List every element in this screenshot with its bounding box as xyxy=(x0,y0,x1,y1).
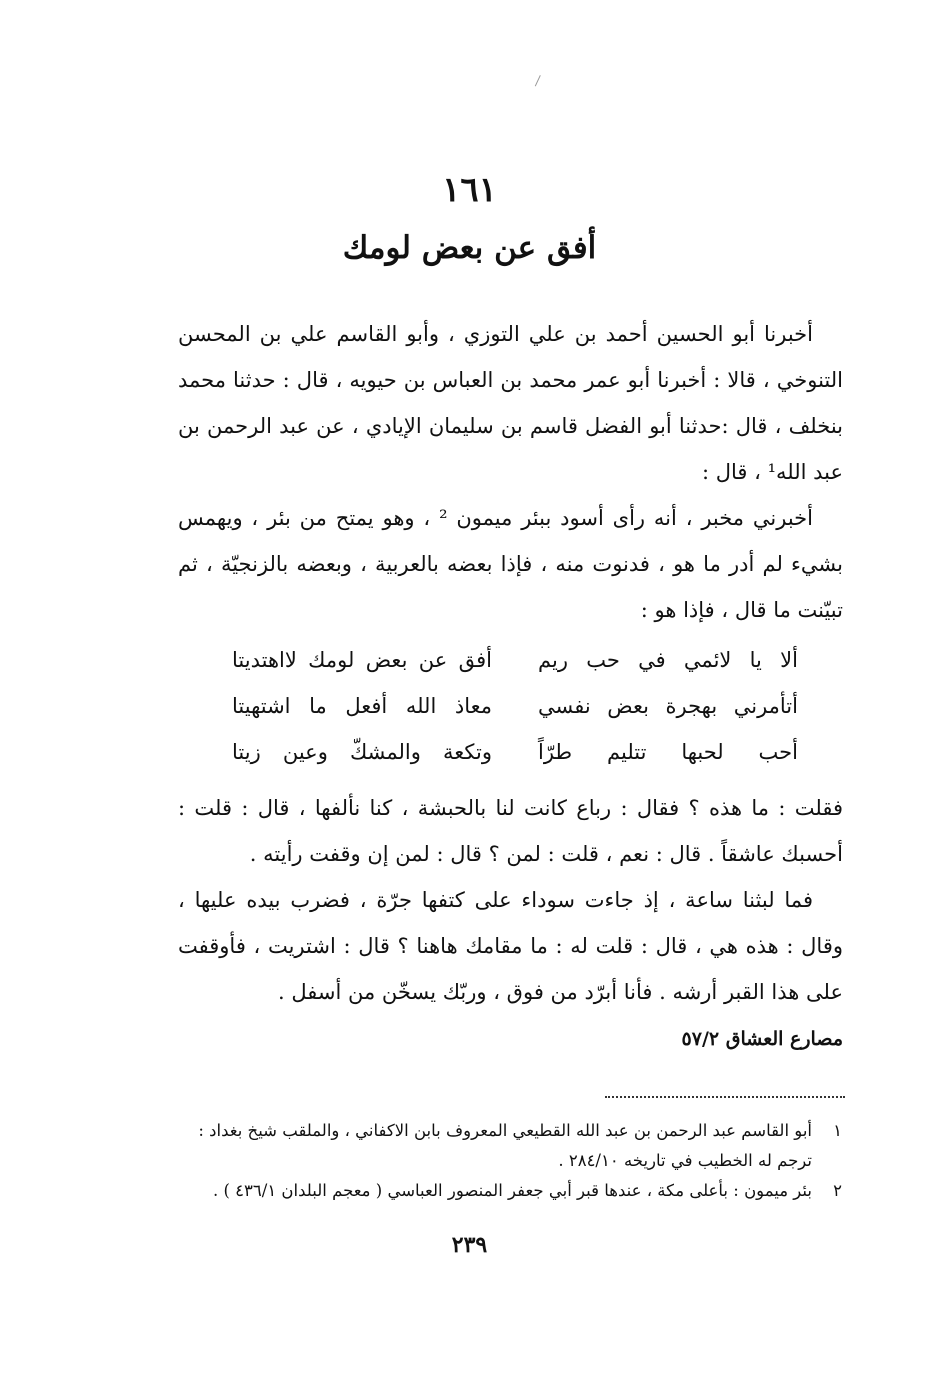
footnote-1 xyxy=(176,1116,842,1176)
footnote-number: ١ xyxy=(833,1121,842,1140)
verse-second-hemistich: أفق عن بعض لومك لااهتديتا xyxy=(232,648,492,672)
footnotes xyxy=(176,1116,842,1206)
page-number: ٢٣٩ xyxy=(451,1232,488,1258)
source-citation: مصارع العشاق ٥٧/٢ xyxy=(681,1028,843,1050)
footnote-number: ٢ xyxy=(833,1181,842,1200)
narrative-text: أخبرني مخبر ، أنه رأى أسود ببئر ميمون ² ، وهو يمتح من بئر ، ويهمس بشيء لم أدر ما هو ، فدنوت منه ، فإذا بعضه بالعربية ، وبعضه بالزنجيّة ، ثم تبيّنت ما قال ، فإذا هو : xyxy=(178,506,843,622)
poem-number: ١٦١ xyxy=(442,170,497,210)
footnote-divider xyxy=(605,1096,845,1098)
poem-title: أفق عن بعض لومك xyxy=(342,230,597,266)
ending-text: فما لبثنا ساعة ، إذ جاءت سوداء على كتفها جرّة ، فضرب بيده عليها ، وقال : هذه هي ، قال : قلت له : ما مقامك هاهنا ؟ قال : اشتريت ، فأوقفت على هذا القبر أرشه . فأنا أبرّد من فوق ، وربّك يسخّن من أسفل . xyxy=(178,888,843,1004)
isnad-paragraph xyxy=(178,311,843,633)
verse-first-hemistich: ألا يا لائمي في حب ريم xyxy=(538,648,798,672)
isnad-text: أخبرنا أبو الحسين أحمد بن علي التوزي ، وأبو القاسم علي بن المحسن التنوخي ، قالا : أخبرنا أبو عمر محمد بن العباس بن حيويه ، قال : حدثنا محمد بنخلف ، قال :حدثنا أبو الفضل قاسم بن سليمان الإيادي ، عن عبد الرحمن بن عبد الله¹ ، قال : xyxy=(178,322,843,484)
verse-second-hemistich: معاذ الله أفعل ما اشتهيتا xyxy=(232,694,492,718)
verse-2 xyxy=(232,683,798,729)
verse-3 xyxy=(232,729,798,775)
stray-mark xyxy=(535,75,546,89)
dialogue-text: فقلت : ما هذه ؟ فقال : رباع كانت لنا بالحبشة ، كنا نألفها ، قال : قلت : أحسبك عاشقاً . قال : نعم ، قلت : لمن ؟ قال : لمن إن وقفت رأيته . xyxy=(178,796,843,866)
poem-verses xyxy=(232,637,798,775)
verse-first-hemistich: أحب لحبها تتليم طرّاً xyxy=(538,740,798,764)
footnote-line: أبو القاسم عبد الرحمن بن عبد الله القطيعي المعروف بابن الاكفاني ، والملقب شيخ بغداد : xyxy=(198,1121,812,1140)
verse-1 xyxy=(232,637,798,683)
verse-second-hemistich: وتكعة والمشكّ وعين زيتا xyxy=(232,740,492,764)
footnote-line: بئر ميمون : بأعلى مكة ، عندها قبر أبي جعفر المنصور العباسي ( معجم البلدان ٤٣٦/١ ) . xyxy=(213,1181,812,1200)
footnote-line: ترجم له الخطيب في تاريخه ٢٨٤/١٠ . xyxy=(558,1151,812,1170)
footnote-2 xyxy=(176,1176,842,1206)
verse-first-hemistich: أتأمرني بهجرة بعض نفسي xyxy=(538,694,798,718)
story-paragraph xyxy=(178,785,843,1015)
